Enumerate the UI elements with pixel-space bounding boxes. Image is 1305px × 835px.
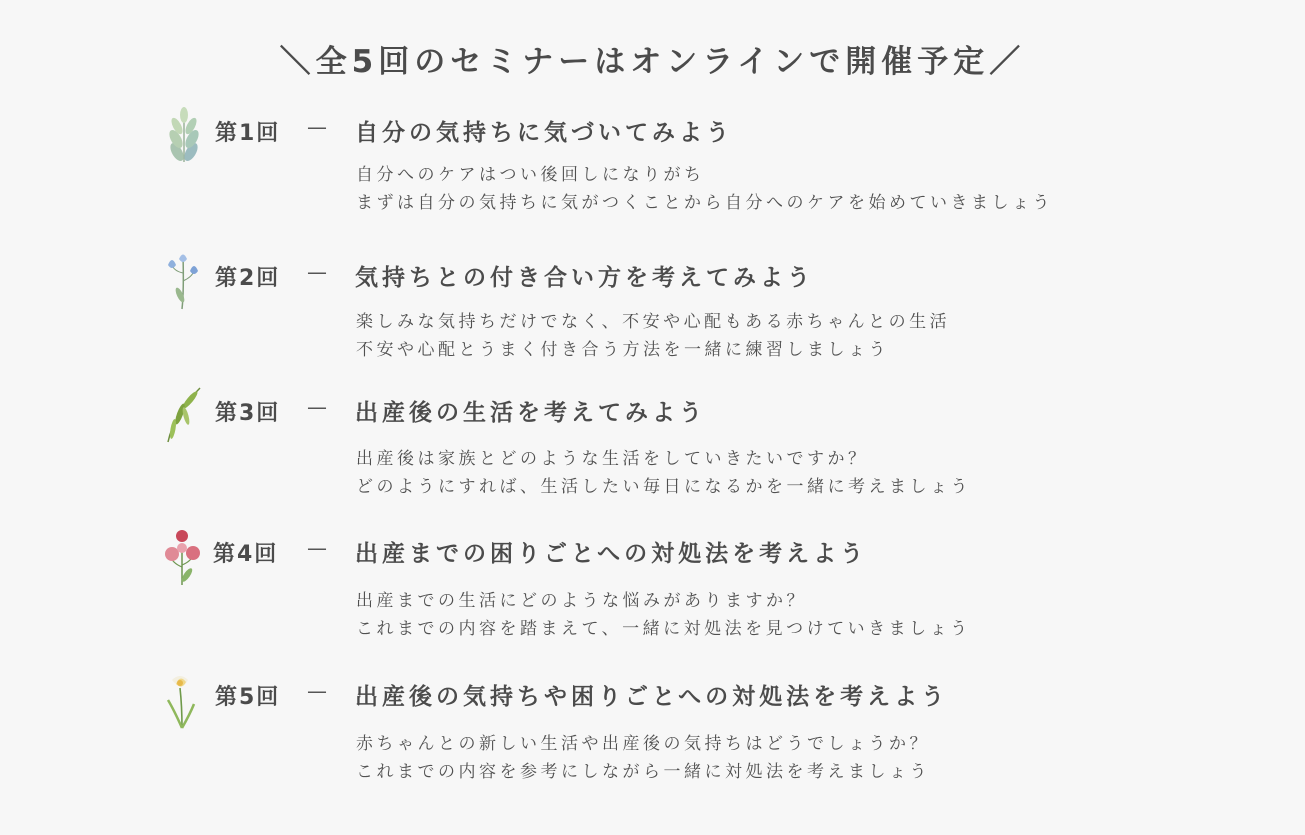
session-4 xyxy=(160,527,1180,647)
description-line: 楽しみな気持ちだけでなく、不安や心配もある赤ちゃんとの生活 xyxy=(356,312,951,332)
session-number: 第5回 xyxy=(215,685,281,710)
session-number: 第1回 xyxy=(215,121,281,146)
description-line: これまでの内容を参考にしながら一緒に対処法を考えましょう xyxy=(356,762,930,782)
daffodil-icon xyxy=(160,670,210,730)
leaf-sprig-icon xyxy=(160,106,210,166)
session-description xyxy=(356,161,1053,217)
description-line: 自分へのケアはつい後回しになりがち xyxy=(356,165,705,185)
description-line: 不安や心配とうまく付き合う方法を一緒に練習しましょう xyxy=(356,340,889,360)
separator-dash: — xyxy=(307,395,327,419)
willow-branch-icon xyxy=(160,386,210,446)
page-headline: ＼全5回のセミナーはオンラインで開催予定／ xyxy=(279,44,1026,80)
description-line: 出産までの生活にどのような悩みがありますか？ xyxy=(356,591,807,611)
separator-dash: — xyxy=(307,679,327,703)
separator-dash: — xyxy=(307,536,327,560)
separator-dash: — xyxy=(307,260,327,284)
session-title: 気持ちとの付き合い方を考えてみよう xyxy=(355,265,814,291)
description-line: これまでの内容を踏まえて、一緒に対処法を見つけていきましょう xyxy=(356,619,971,639)
session-number: 第4回 xyxy=(213,542,279,567)
description-line: どのようにすれば、生活したい毎日になるかを一緒に考えましょう xyxy=(356,477,971,497)
session-title: 出産までの困りごとへの対処法を考えよう xyxy=(355,541,868,567)
session-5 xyxy=(160,670,1180,790)
session-1 xyxy=(160,106,1180,226)
description-line: 出産後は家族とどのような生活をしていきたいですか？ xyxy=(356,449,869,469)
session-number: 第2回 xyxy=(215,266,281,291)
session-3 xyxy=(160,386,1180,506)
separator-dash: — xyxy=(307,115,327,139)
session-2 xyxy=(160,251,1180,371)
session-title: 出産後の気持ちや困りごとへの対処法を考えよう xyxy=(355,684,949,710)
session-description xyxy=(356,308,950,364)
bluebell-icon xyxy=(160,251,210,311)
session-title: 出産後の生活を考えてみよう xyxy=(355,400,706,426)
session-description xyxy=(356,445,971,501)
description-line: まずは自分の気持ちに気がつくことから自分へのケアを始めていきましょう xyxy=(356,193,1053,213)
session-number: 第3回 xyxy=(215,401,281,426)
session-title: 自分の気持ちに気づいてみよう xyxy=(355,120,733,146)
berry-branch-icon xyxy=(160,527,210,587)
description-line: 赤ちゃんとの新しい生活や出産後の気持ちはどうでしょうか？ xyxy=(356,734,930,754)
session-description xyxy=(356,730,930,786)
session-description xyxy=(356,587,971,643)
